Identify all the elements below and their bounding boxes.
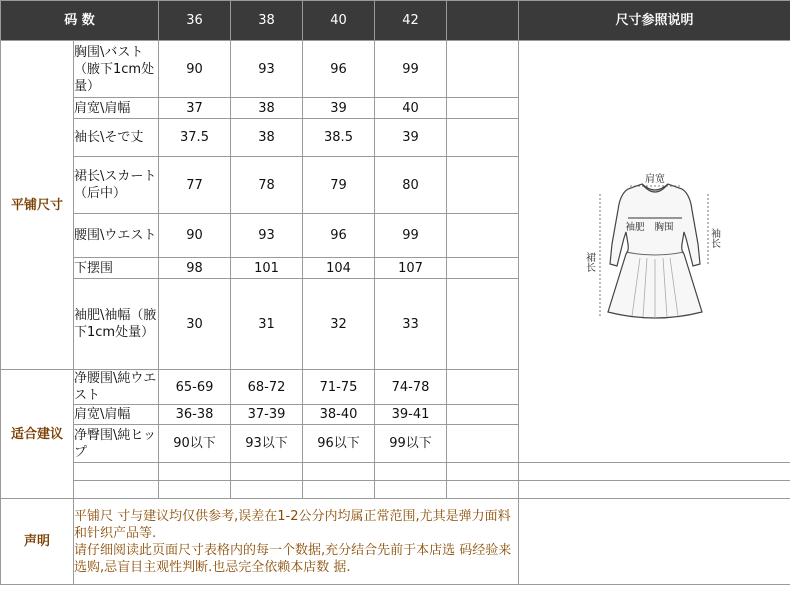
cell-empty xyxy=(159,481,231,499)
cell-empty xyxy=(447,481,519,499)
cell-value: 93以下 xyxy=(231,425,303,463)
cell-value: 65-69 xyxy=(159,370,231,405)
cell-value: 40 xyxy=(375,98,447,119)
size-header-40: 40 xyxy=(303,1,375,41)
row-label: 肩宽\肩幅 xyxy=(74,405,159,425)
cell-empty xyxy=(447,258,519,279)
cell-empty xyxy=(74,481,159,499)
header-row xyxy=(1,1,790,41)
cell-empty xyxy=(447,370,519,405)
cell-value: 37-39 xyxy=(231,405,303,425)
cell-value: 38 xyxy=(231,119,303,157)
section-notice-label: 声明 xyxy=(1,499,74,585)
cell-empty xyxy=(447,405,519,425)
cell-empty xyxy=(375,463,447,481)
cell-empty xyxy=(447,119,519,157)
cell-value: 74-78 xyxy=(375,370,447,405)
cell-value: 79 xyxy=(303,157,375,214)
cell-empty xyxy=(159,463,231,481)
cell-value: 38.5 xyxy=(303,119,375,157)
row-label: 下摆围 xyxy=(74,258,159,279)
cell-empty xyxy=(74,463,159,481)
size-guide-diagram-cell xyxy=(519,41,790,463)
cell-empty xyxy=(231,481,303,499)
section-flat-label: 平铺尺寸 xyxy=(1,41,74,370)
cell-value: 98 xyxy=(159,258,231,279)
cell-empty xyxy=(447,157,519,214)
cell-value: 39-41 xyxy=(375,405,447,425)
size-header-38: 38 xyxy=(231,1,303,41)
cell-value: 90 xyxy=(159,41,231,98)
cell-value: 71-75 xyxy=(303,370,375,405)
cell-value: 99 xyxy=(375,41,447,98)
cell-empty xyxy=(303,463,375,481)
notice-empty-cell xyxy=(519,499,790,585)
notice-text xyxy=(74,499,519,585)
size-guide-header: 尺寸参照说明 xyxy=(519,1,790,41)
cell-value: 93 xyxy=(231,41,303,98)
table-row xyxy=(1,41,790,98)
row-label: 腰围\ウエスト xyxy=(74,214,159,258)
cell-value: 90 xyxy=(159,214,231,258)
cell-value: 33 xyxy=(375,279,447,370)
cell-value: 38 xyxy=(231,98,303,119)
row-label: 净臀围\純ヒップ xyxy=(74,425,159,463)
row-label: 净腰围\純ウエスト xyxy=(74,370,159,405)
cell-value: 39 xyxy=(375,119,447,157)
cell-empty xyxy=(231,463,303,481)
cell-empty xyxy=(447,214,519,258)
notice-line-1: 平铺尺 寸与建议均仅供参考,误差在1-2公分内均属正常范围,尤其是弹力面料和针织产品等. xyxy=(74,508,511,541)
size-header-36: 36 xyxy=(159,1,231,41)
cell-value: 39 xyxy=(303,98,375,119)
cell-value: 96 xyxy=(303,214,375,258)
cell-value: 80 xyxy=(375,157,447,214)
diagram-label-sleeve-length: 袖长 xyxy=(708,227,719,248)
size-header-label: 码 数 xyxy=(1,1,159,41)
cell-empty xyxy=(447,98,519,119)
cell-value: 68-72 xyxy=(231,370,303,405)
row-label: 袖长\そで丈 xyxy=(74,119,159,157)
cell-value: 90以下 xyxy=(159,425,231,463)
cell-value: 104 xyxy=(303,258,375,279)
notice-row xyxy=(1,499,790,585)
cell-value: 38-40 xyxy=(303,405,375,425)
row-label: 袖肥\袖幅（腋下1cm处量） xyxy=(74,279,159,370)
cell-empty xyxy=(447,425,519,463)
cell-value: 101 xyxy=(231,258,303,279)
cell-value: 107 xyxy=(375,258,447,279)
cell-value: 96以下 xyxy=(303,425,375,463)
notice-line-2: 请仔细阅读此页面尺寸表格内的每一个数据,充分结合先前于本店选 码经验来选购,忌盲目主观性判断.也忌完全依赖本店数 据. xyxy=(74,542,512,575)
cell-value: 31 xyxy=(231,279,303,370)
row-label: 胸围\バスト（腋下1cm处量） xyxy=(74,41,159,98)
cell-value: 96 xyxy=(303,41,375,98)
table-row-empty xyxy=(1,481,790,499)
row-label: 裙长\スカート（后中） xyxy=(74,157,159,214)
size-header-empty xyxy=(447,1,519,41)
diagram-label-skirt-length: 裙长 xyxy=(583,251,594,272)
cell-value: 77 xyxy=(159,157,231,214)
cell-empty xyxy=(519,481,790,499)
section-fit-label: 适合建议 xyxy=(1,370,74,499)
cell-empty xyxy=(303,481,375,499)
cell-value: 37.5 xyxy=(159,119,231,157)
cell-empty xyxy=(447,41,519,98)
cell-empty xyxy=(447,279,519,370)
cell-value: 78 xyxy=(231,157,303,214)
cell-value: 93 xyxy=(231,214,303,258)
cell-empty xyxy=(375,481,447,499)
cell-value: 32 xyxy=(303,279,375,370)
size-header-42: 42 xyxy=(375,1,447,41)
cell-empty xyxy=(447,463,519,481)
cell-value: 99以下 xyxy=(375,425,447,463)
row-label: 肩宽\肩幅 xyxy=(74,98,159,119)
diagram-label-chest: 胸围 xyxy=(653,221,674,233)
table-row-empty xyxy=(1,463,790,481)
cell-value: 36-38 xyxy=(159,405,231,425)
diagram-label-shoulder: 肩宽 xyxy=(644,173,665,185)
dress-diagram xyxy=(580,172,730,332)
cell-value: 37 xyxy=(159,98,231,119)
diagram-label-sleeve-width: 袖肥 xyxy=(624,221,645,233)
cell-value: 30 xyxy=(159,279,231,370)
cell-value: 99 xyxy=(375,214,447,258)
cell-empty xyxy=(519,463,790,481)
